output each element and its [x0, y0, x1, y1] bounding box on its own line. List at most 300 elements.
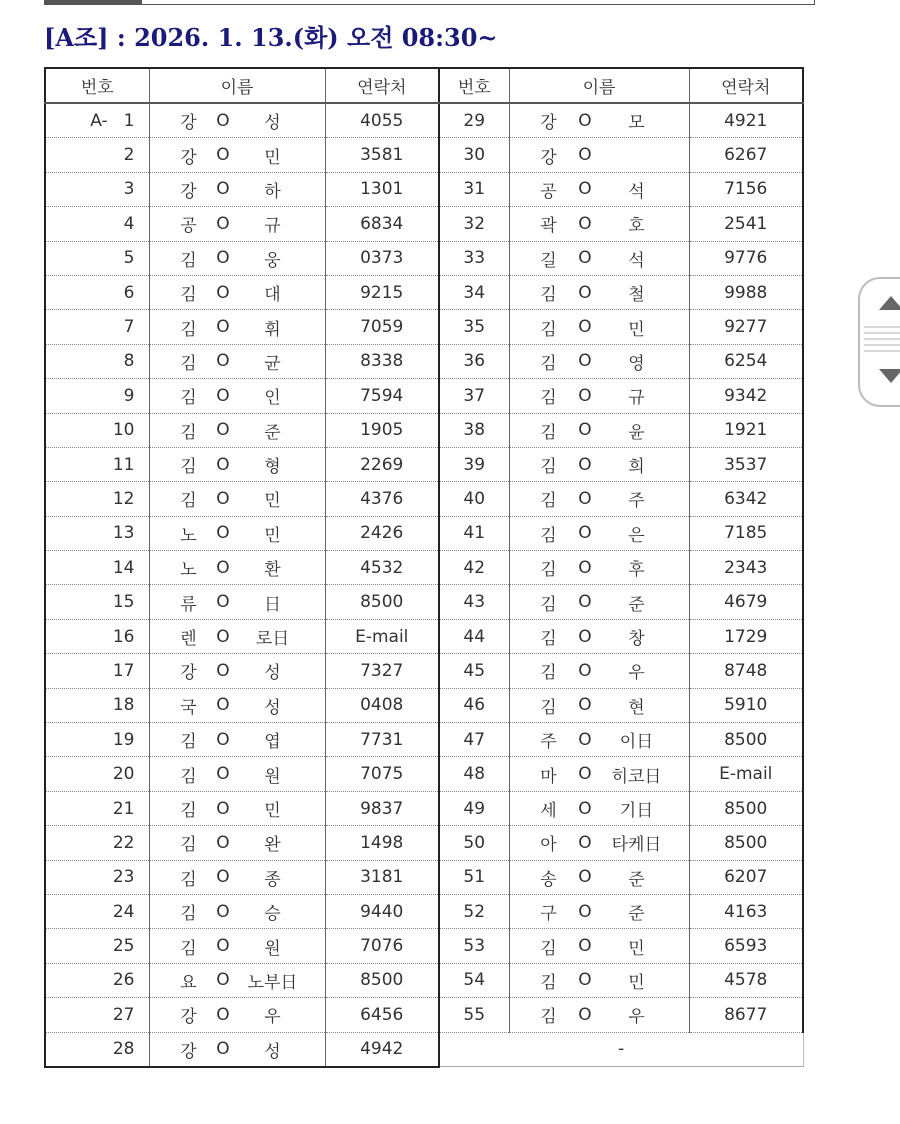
row-number: 37 [439, 379, 509, 413]
name-masked: O [578, 867, 592, 888]
name-cell [509, 998, 689, 1032]
name-given: 석 [628, 250, 645, 271]
name-masked: O [578, 660, 592, 681]
row-number: 41 [439, 516, 509, 550]
row-number [45, 963, 149, 997]
contact-cell: 7327 [325, 654, 439, 688]
row-number: 36 [439, 344, 509, 378]
top-bar [44, 0, 815, 5]
header-name: 이름 [509, 68, 689, 103]
table-row [45, 241, 803, 275]
name-surname: 김 [180, 285, 197, 306]
contact-cell: 9776 [689, 241, 803, 275]
name-given: 종 [264, 869, 281, 890]
contact-cell: 6267 [689, 138, 803, 172]
row-number [45, 826, 149, 860]
row-number: 53 [439, 929, 509, 963]
contact-cell: 9440 [325, 894, 439, 928]
name-masked: O [578, 385, 592, 406]
name-masked: O [216, 1039, 230, 1060]
name-masked: O [216, 936, 230, 957]
name-cell [509, 585, 689, 619]
name-given: 완 [264, 835, 281, 856]
name-given: 엽 [264, 732, 281, 753]
name-cell [509, 241, 689, 275]
table-row [45, 998, 803, 1032]
table-row [45, 447, 803, 481]
name-masked: O [578, 557, 592, 578]
table-row [45, 516, 803, 550]
name-surname: 김 [180, 869, 197, 890]
contact-cell: E-mail [689, 757, 803, 791]
name-masked: O [216, 660, 230, 681]
table-row [45, 791, 803, 825]
roster-table [44, 67, 804, 1068]
name-masked: O [578, 282, 592, 303]
name-cell [149, 447, 325, 481]
name-given: 민 [264, 801, 281, 821]
row-number-value: 10 [112, 420, 135, 441]
name-masked: O [216, 729, 230, 750]
contact-cell: 8500 [689, 791, 803, 825]
name-surname: 송 [540, 869, 557, 890]
name-given: 로日 [255, 629, 290, 650]
row-number [45, 860, 149, 894]
name-cell [149, 894, 325, 928]
name-cell [149, 1032, 325, 1067]
name-surname: 김 [540, 697, 557, 718]
row-number [45, 138, 149, 172]
name-masked: O [578, 695, 592, 716]
name-masked: O [578, 901, 592, 922]
contact-cell: 7156 [689, 172, 803, 206]
table-row [45, 379, 803, 413]
name-cell [509, 447, 689, 481]
name-given: 원 [264, 766, 281, 787]
name-given: 민 [264, 491, 281, 512]
contact-cell: 4942 [325, 1032, 439, 1067]
name-cell [149, 619, 325, 653]
row-number: 32 [439, 207, 509, 241]
name-cell [149, 723, 325, 757]
name-surname: 렌 [180, 629, 197, 650]
name-cell [149, 998, 325, 1032]
name-masked: O [578, 351, 592, 372]
empty-cell: - [439, 1032, 803, 1067]
row-number-value: 28 [112, 1039, 135, 1060]
name-surname: 김 [180, 904, 197, 925]
name-given: 성 [264, 663, 281, 684]
name-given: 대 [264, 285, 281, 306]
name-given: 영 [628, 353, 645, 374]
contact-cell: 1301 [325, 172, 439, 206]
table-row [45, 929, 803, 963]
contact-cell: 8500 [325, 585, 439, 619]
contact-cell: 0408 [325, 688, 439, 722]
name-surname: 김 [180, 250, 197, 271]
table-row [45, 757, 803, 791]
row-number-value: 6 [123, 282, 135, 303]
name-cell [509, 482, 689, 516]
row-number [45, 551, 149, 585]
name-cell [509, 723, 689, 757]
row-number [45, 413, 149, 447]
name-given: 인 [264, 388, 281, 409]
name-cell [149, 757, 325, 791]
name-surname: 김 [540, 388, 557, 409]
row-number-value: 20 [112, 764, 135, 785]
name-cell [509, 894, 689, 928]
contact-cell: 1729 [689, 619, 803, 653]
name-given: 희 [628, 457, 645, 478]
table-row [45, 585, 803, 619]
row-number [45, 894, 149, 928]
row-number-value: 14 [112, 557, 135, 578]
name-surname: 김 [180, 835, 197, 856]
contact-cell: 2269 [325, 447, 439, 481]
row-number: 45 [439, 654, 509, 688]
name-given: 성 [264, 697, 281, 718]
header-name: 이름 [149, 68, 325, 103]
table-row [45, 963, 803, 997]
name-cell [509, 379, 689, 413]
name-given: 민 [264, 525, 281, 546]
name-masked: O [216, 488, 230, 509]
name-masked: O [216, 901, 230, 922]
name-masked: O [216, 867, 230, 888]
scroll-grip-icon[interactable] [864, 326, 900, 354]
name-surname: 강 [540, 113, 557, 134]
name-masked: O [578, 729, 592, 750]
name-cell [509, 413, 689, 447]
row-number [45, 757, 149, 791]
name-cell [149, 172, 325, 206]
table-row [45, 723, 803, 757]
name-surname: 김 [540, 663, 557, 684]
contact-cell: 4163 [689, 894, 803, 928]
header-number: 번호 [439, 68, 509, 103]
row-number [45, 482, 149, 516]
name-cell [149, 310, 325, 344]
name-cell [149, 551, 325, 585]
name-masked: O [578, 420, 592, 441]
top-bar-tab [44, 0, 142, 4]
name-cell [509, 310, 689, 344]
name-cell [509, 688, 689, 722]
name-surname: 노 [180, 525, 197, 546]
name-given: 민 [628, 938, 645, 959]
name-masked: O [578, 523, 592, 544]
name-masked: O [578, 936, 592, 957]
row-number: 52 [439, 894, 509, 928]
contact-cell: 3537 [689, 447, 803, 481]
name-cell [509, 172, 689, 206]
table-row [45, 310, 803, 344]
scroll-control[interactable] [858, 277, 900, 407]
name-surname: 공 [180, 216, 197, 237]
name-surname: 노 [180, 560, 197, 581]
row-number: 48 [439, 757, 509, 791]
row-number: 49 [439, 791, 509, 825]
name-given: 규 [628, 388, 645, 409]
name-given: 호 [628, 216, 645, 237]
row-number: 30 [439, 138, 509, 172]
name-given: 민 [628, 972, 645, 993]
name-given: 석 [628, 181, 645, 202]
name-surname: 김 [540, 457, 557, 478]
contact-cell: 8677 [689, 998, 803, 1032]
name-masked: O [216, 317, 230, 338]
contact-cell: 8748 [689, 654, 803, 688]
table-row [45, 172, 803, 206]
name-surname: 김 [540, 594, 557, 615]
name-masked: O [578, 832, 592, 853]
row-number: 47 [439, 723, 509, 757]
name-cell [149, 344, 325, 378]
contact-cell: 0373 [325, 241, 439, 275]
name-masked: O [578, 317, 592, 338]
name-surname: 김 [180, 491, 197, 512]
page-title: [A조] : 2026. 1. 13.(화) 오전 08:30~ [44, 23, 498, 52]
contact-cell: 7076 [325, 929, 439, 963]
row-number-value: 25 [112, 936, 135, 957]
row-number-value: 15 [112, 592, 135, 613]
name-masked: O [216, 592, 230, 613]
name-surname: 강 [180, 1007, 197, 1028]
name-cell [509, 275, 689, 309]
contact-cell: 2541 [689, 207, 803, 241]
name-surname: 김 [180, 422, 197, 443]
row-number-value: 4 [123, 213, 135, 234]
contact-cell: 6834 [325, 207, 439, 241]
row-number: 38 [439, 413, 509, 447]
name-surname: 공 [540, 181, 557, 202]
name-cell [149, 138, 325, 172]
name-masked: O [216, 454, 230, 475]
table-row [45, 551, 803, 585]
contact-cell: 4679 [689, 585, 803, 619]
name-surname: 김 [540, 285, 557, 306]
name-surname: 김 [540, 560, 557, 581]
name-surname: 요 [180, 972, 197, 993]
row-number: 51 [439, 860, 509, 894]
name-given: 성 [264, 113, 281, 134]
name-masked: O [578, 145, 592, 166]
name-given: 타케日 [611, 835, 662, 856]
name-given: 우 [264, 1007, 281, 1028]
contact-cell: 6456 [325, 998, 439, 1032]
name-given: 원 [264, 938, 281, 959]
name-masked: O [578, 179, 592, 200]
name-surname: 김 [180, 353, 197, 374]
name-given: 기日 [619, 801, 654, 821]
name-masked: O [216, 1004, 230, 1025]
table-header-row [45, 68, 803, 103]
name-masked: O [216, 213, 230, 234]
row-number: 46 [439, 688, 509, 722]
row-number [45, 998, 149, 1032]
row-number [45, 241, 149, 275]
row-number-value: 11 [112, 454, 135, 475]
row-number [45, 619, 149, 653]
name-cell [149, 241, 325, 275]
name-cell [149, 379, 325, 413]
table-row [45, 894, 803, 928]
row-number [45, 379, 149, 413]
row-number [45, 791, 149, 825]
name-surname: 마 [540, 766, 557, 787]
name-surname: 아 [540, 835, 557, 856]
name-masked: O [216, 832, 230, 853]
name-surname: 김 [540, 319, 557, 340]
name-masked: O [578, 110, 592, 131]
name-surname: 김 [540, 938, 557, 959]
name-cell [509, 551, 689, 585]
row-number [45, 929, 149, 963]
name-masked: O [578, 592, 592, 613]
row-number-value: 23 [112, 867, 135, 888]
row-number-value: 19 [112, 729, 135, 750]
name-masked: O [216, 110, 230, 131]
row-number [45, 516, 149, 550]
name-given: 규 [264, 216, 281, 237]
name-surname: 김 [540, 422, 557, 443]
name-surname: 김 [180, 388, 197, 409]
header-contact: 연락처 [689, 68, 803, 103]
row-number: 34 [439, 275, 509, 309]
name-masked: O [216, 626, 230, 647]
row-number-value: 3 [123, 179, 135, 200]
contact-cell: 7075 [325, 757, 439, 791]
contact-cell: 7185 [689, 516, 803, 550]
name-masked: O [578, 488, 592, 509]
name-surname: 류 [180, 594, 197, 615]
row-number-value: 17 [112, 660, 135, 681]
row-number: 43 [439, 585, 509, 619]
row-number-value: 1 [123, 110, 135, 131]
name-surname: 김 [540, 491, 557, 512]
table-row [45, 688, 803, 722]
contact-cell: 1921 [689, 413, 803, 447]
name-given: 이日 [619, 732, 654, 753]
name-masked: O [578, 626, 592, 647]
table-row [45, 344, 803, 378]
name-cell [509, 654, 689, 688]
contact-cell: E-mail [325, 619, 439, 653]
name-cell [149, 791, 325, 825]
row-number-value: 21 [112, 798, 135, 819]
name-surname: 김 [540, 525, 557, 546]
name-given: 현 [628, 697, 645, 718]
name-surname: 김 [540, 353, 557, 374]
contact-cell: 6207 [689, 860, 803, 894]
name-cell [509, 516, 689, 550]
scroll-down-icon[interactable] [879, 369, 900, 383]
name-surname: 세 [540, 801, 557, 821]
name-masked: O [216, 970, 230, 991]
contact-cell: 6342 [689, 482, 803, 516]
name-surname: 주 [540, 732, 557, 753]
contact-cell: 4532 [325, 551, 439, 585]
roster-table-wrap [44, 67, 804, 1068]
name-given: 준 [264, 422, 281, 443]
table-row [45, 860, 803, 894]
row-number [45, 275, 149, 309]
name-given: 승 [264, 904, 281, 925]
table-row [45, 103, 803, 138]
name-surname: 강 [180, 113, 197, 134]
row-number-value: 13 [112, 523, 135, 544]
name-cell [509, 860, 689, 894]
scroll-up-icon[interactable] [879, 296, 900, 310]
contact-cell: 3581 [325, 138, 439, 172]
row-number-value: 9 [123, 385, 135, 406]
name-given: 은 [628, 525, 645, 546]
contact-cell: 9215 [325, 275, 439, 309]
contact-cell: 9277 [689, 310, 803, 344]
name-cell [149, 275, 325, 309]
name-masked: O [216, 248, 230, 269]
name-cell [509, 138, 689, 172]
name-cell [149, 207, 325, 241]
table-row [45, 275, 803, 309]
name-surname: 곽 [540, 216, 557, 237]
name-masked: O [216, 351, 230, 372]
row-number [45, 688, 149, 722]
row-number: 39 [439, 447, 509, 481]
table-row [45, 482, 803, 516]
name-surname: 김 [180, 457, 197, 478]
contact-cell: 5910 [689, 688, 803, 722]
name-masked: O [216, 179, 230, 200]
name-given: 후 [628, 560, 645, 581]
name-given: 모 [628, 113, 645, 134]
name-given: 창 [628, 629, 645, 650]
row-number: 50 [439, 826, 509, 860]
row-number [45, 310, 149, 344]
name-masked: O [216, 557, 230, 578]
contact-cell: 7059 [325, 310, 439, 344]
row-number-value: 26 [112, 970, 135, 991]
contact-cell: 9988 [689, 275, 803, 309]
name-given: 하 [264, 181, 281, 202]
table-row [45, 619, 803, 653]
name-surname: 김 [540, 1007, 557, 1028]
name-cell [149, 860, 325, 894]
row-number: 33 [439, 241, 509, 275]
contact-cell: 9837 [325, 791, 439, 825]
row-number: 31 [439, 172, 509, 206]
contact-cell: 1905 [325, 413, 439, 447]
row-number [45, 723, 149, 757]
name-cell [149, 963, 325, 997]
contact-cell: 1498 [325, 826, 439, 860]
name-given: 균 [264, 353, 281, 374]
name-surname: 김 [540, 629, 557, 650]
row-number [45, 207, 149, 241]
contact-cell: 4055 [325, 103, 439, 138]
name-cell [149, 585, 325, 619]
name-given: 민 [628, 319, 645, 340]
contact-cell: 4578 [689, 963, 803, 997]
name-surname: 강 [180, 663, 197, 684]
contact-cell: 6593 [689, 929, 803, 963]
contact-cell: 8500 [689, 826, 803, 860]
name-surname: 김 [180, 938, 197, 959]
name-surname: 김 [540, 972, 557, 993]
row-number: 29 [439, 103, 509, 138]
name-masked: O [216, 145, 230, 166]
